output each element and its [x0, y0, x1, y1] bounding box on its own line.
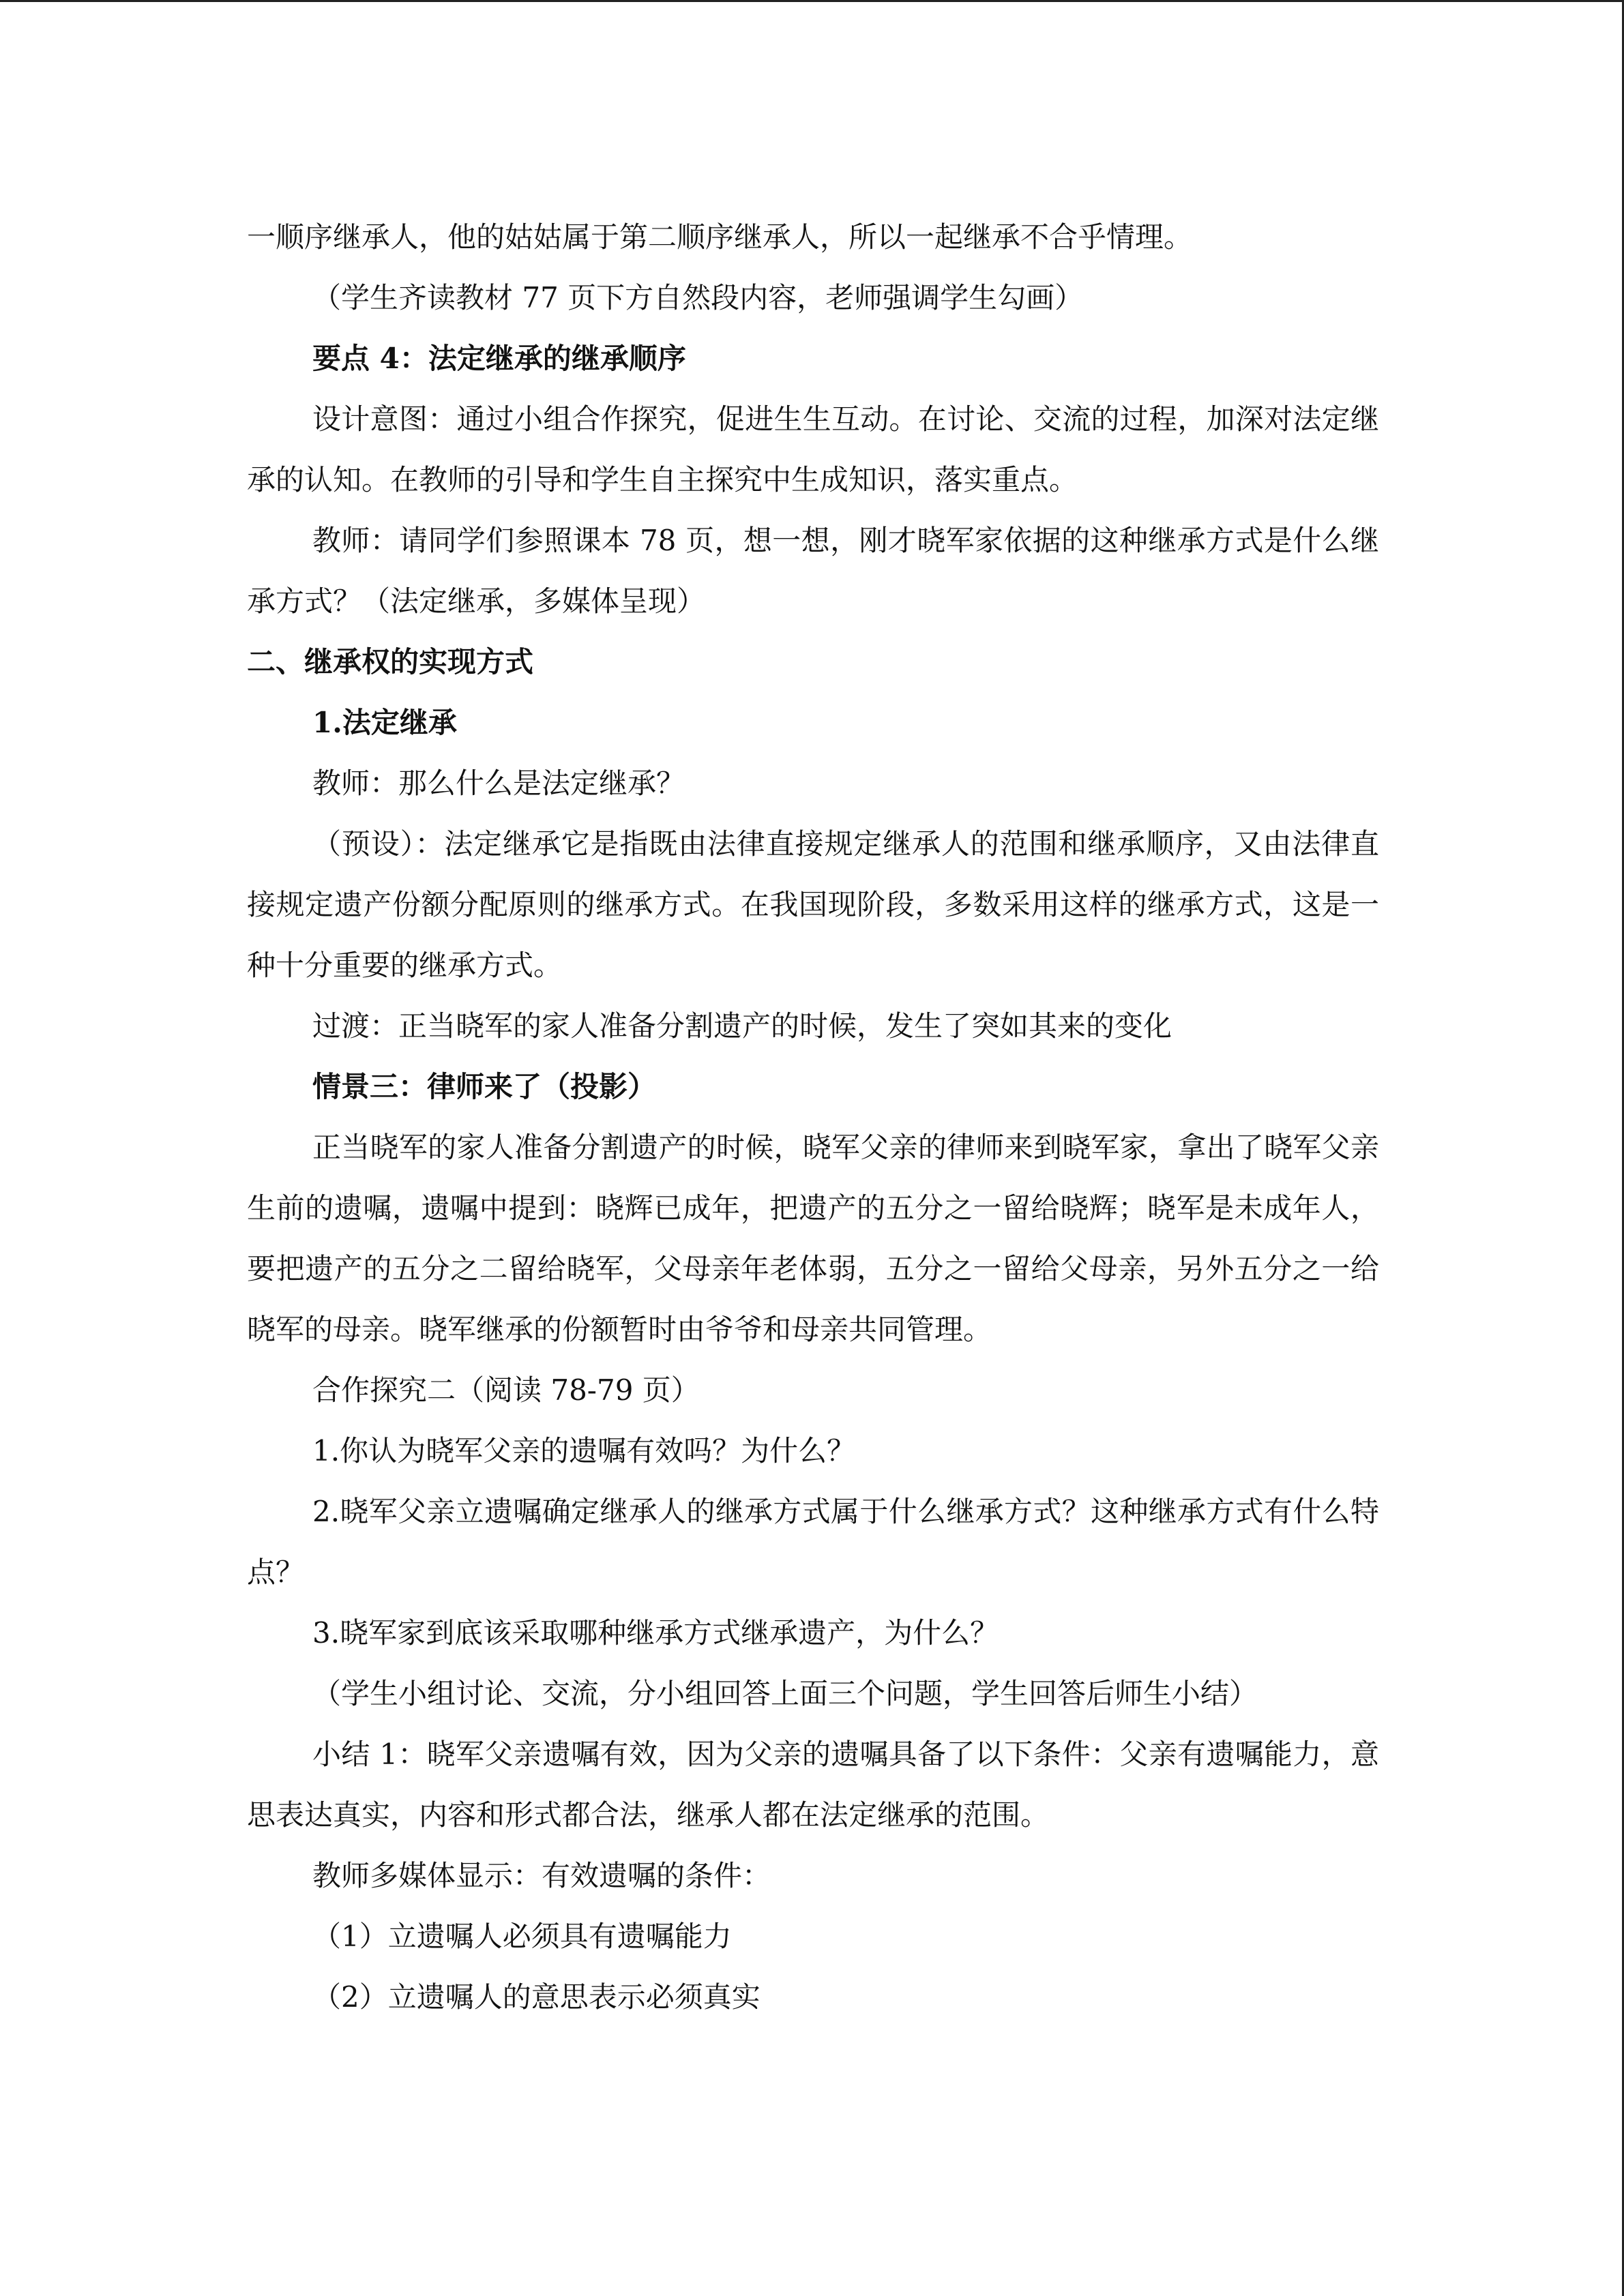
paragraph-cooperative-inquiry: 合作探究二（阅读 78-79 页） [312, 1373, 700, 1407]
paragraph-design-intent: 设计意图：通过小组合作探究，促进生生互动。在讨论、交流的过程，加深对法定继承的认知。在教师的引导和学生自主探究中生成知识，落实重点。 [247, 402, 1379, 496]
list-item-question-2: 2.晓军父亲立遗嘱确定继承人的继承方式属于什么继承方式？这种继承方式有什么特点？ [247, 1495, 1379, 1589]
list-item-condition-1: （1）立遗嘱人必须具有遗嘱能力 [312, 1920, 732, 1953]
section-heading-2: 二、继承权的实现方式 [247, 645, 534, 679]
document-body [247, 207, 1379, 2027]
list-item-question-3: 3.晓军家到底该采取哪种继承方式继承遗产，为什么？ [312, 1616, 999, 1650]
list-item-question-1: 1.你认为晓军父亲的遗嘱有效吗？为什么？ [312, 1434, 856, 1467]
paragraph-teacher-what-is: 教师：那么什么是法定继承？ [312, 766, 685, 800]
heading-scenario-3: 情景三：律师来了（投影） [312, 1070, 657, 1103]
subheading-statutory-inheritance: 1.法定继承 [312, 706, 457, 739]
paragraph-transition: 过渡：正当晓军的家人准备分割遗产的时候，发生了突如其来的变化 [312, 1009, 1172, 1043]
paragraph-student-reading-note: （学生齐读教材 77 页下方自然段内容，老师强调学生勾画） [312, 281, 1084, 314]
paragraph-group-discussion: （学生小组讨论、交流，分小组回答上面三个问题，学生回答后师生小结） [312, 1677, 1258, 1710]
paragraph-summary-1: 小结 1：晓军父亲遗嘱有效，因为父亲的遗嘱具备了以下条件：父亲有遗嘱能力，意思表达真实，内容和形式都合法，继承人都在法定继承的范围。 [247, 1738, 1379, 1832]
list-item-condition-2: （2）立遗嘱人的意思表示必须真实 [312, 1980, 761, 2014]
heading-key-point-4: 要点 4：法定继承的继承顺序 [312, 342, 686, 375]
paragraph-teacher-question: 教师：请同学们参照课本 78 页，想一想，刚才晓军家依据的这种继承方式是什么继承方式？（法定继承，多媒体呈现） [247, 524, 1379, 618]
paragraph-scenario-story: 正当晓军的家人准备分割遗产的时候，晓军父亲的律师来到晓军家，拿出了晓军父亲生前的遗嘱，遗嘱中提到：晓辉已成年，把遗产的五分之一留给晓辉；晓军是未成年人，要把遗产的五分之二留给晓军，父母亲年老体弱，五分之一留给父母亲，另外五分之一给晓军的母亲。晓军继承的份额暂时由爷爷和母亲共同管理。 [247, 1131, 1379, 1346]
paragraph-multimedia-display: 教师多媒体显示：有效遗嘱的条件： [312, 1859, 771, 1892]
paragraph-continuation: 一顺序继承人，他的姑姑属于第二顺序继承人，所以一起继承不合乎情理。 [247, 220, 1193, 254]
paragraph-preset-answer: （预设）：法定继承它是指既由法律直接规定继承人的范围和继承顺序，又由法律直接规定遗产份额分配原则的继承方式。在我国现阶段，多数采用这样的继承方式，这是一种十分重要的继承方式。 [247, 827, 1379, 982]
